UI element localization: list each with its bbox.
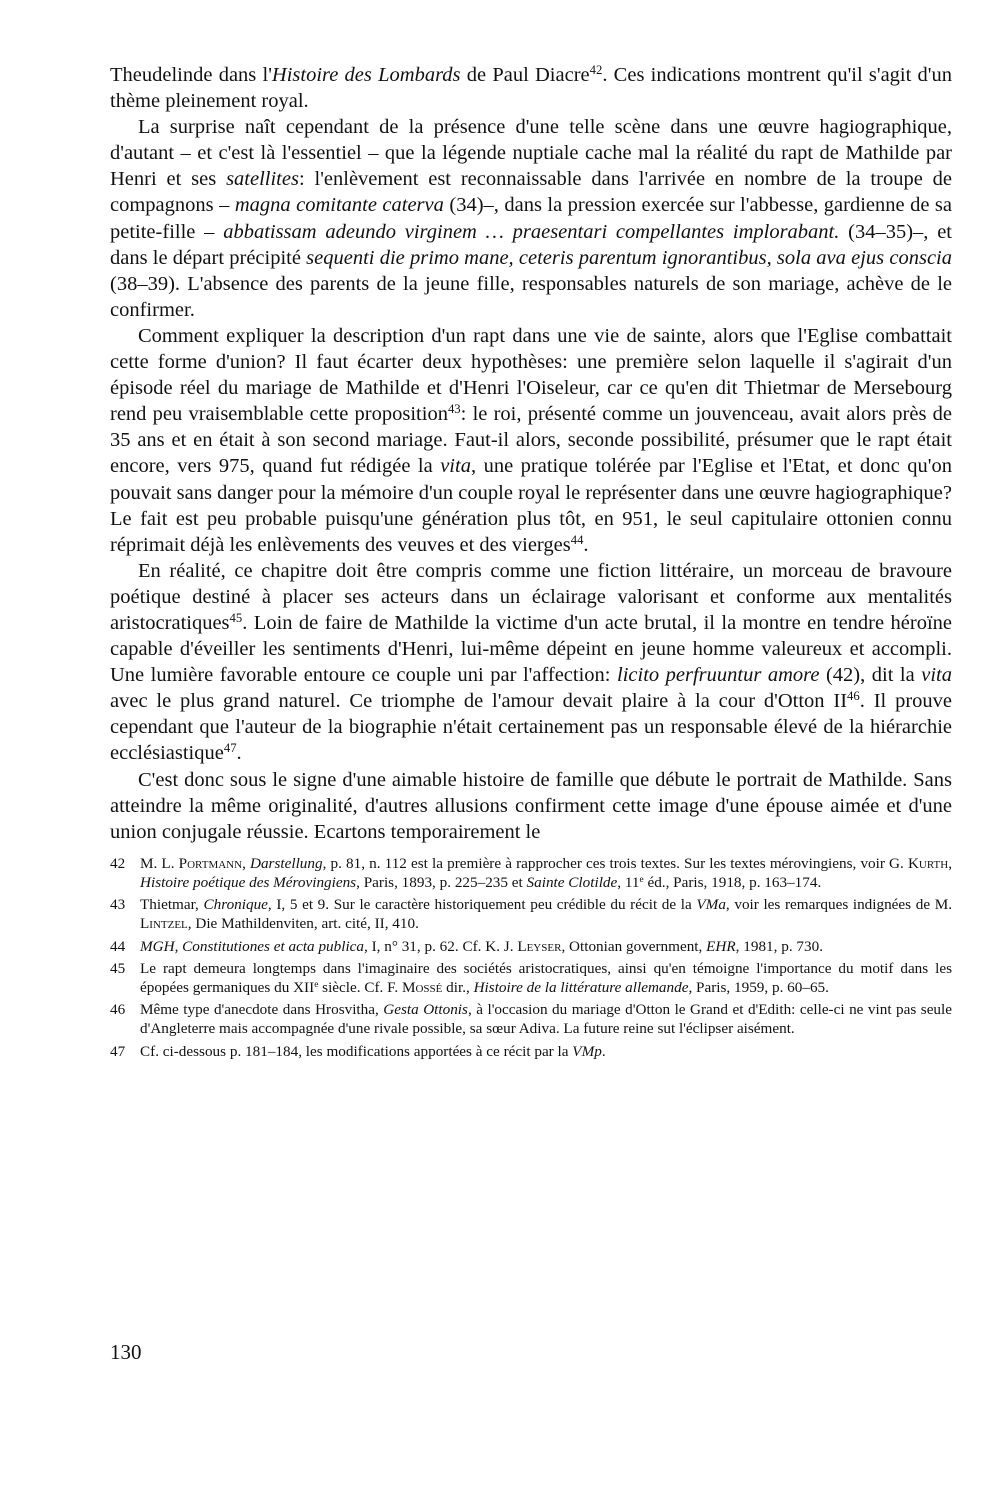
footnote [110,937,952,956]
text-run: avec le plus grand naturel. Ce triomphe de l'amour devait plaire à la cour d'Otton II [110,690,848,713]
italic-text: Histoire des Lombards [271,64,461,86]
author-name: Lintzel [140,915,188,933]
text-run: , Paris, 1893, p. 225–235 et [356,874,527,892]
italic-text: Chronique [203,896,268,914]
italic-text: Histoire de la littérature allemande [473,979,689,997]
footnote-number: 42 [110,854,126,872]
note-reference: e [314,979,319,990]
text-run: (34–35)–, et dans le départ précipité [110,220,953,269]
text-run: , I, 5 et 9. Sur le caractère historiquement peu crédible du récit de la [267,896,697,914]
author-name: Mossé [401,979,443,997]
body-text [110,62,952,845]
text-run: , 1981, p. 730. [735,937,823,955]
footnote [110,959,952,997]
italic-text: Darstellung [250,854,323,872]
italic-text: Histoire poétique des Mérovingiens [140,874,357,892]
text-run: : le roi, présenté comme un jouvenceau, avait alors près de 35 ans et en était à son second mariage. Faut-il alors, seconde possibilité, présumer que le rapt était encore, vers 975, quand fut rédigée la [110,403,952,478]
page [110,62,952,1064]
text-run: . Ces indications montrent qu'il s'agit d'un thème pleinement royal. [110,64,952,113]
author-name: Leyser [517,937,562,955]
text-run: . Il prouve cependant que l'auteur de la biographie n'était certainement pas un responsable élevé de la hiérarchie ecclésiastique [110,690,952,765]
text-run: , [242,854,250,872]
note-reference: 42 [589,63,603,78]
author-name: Kurth [907,854,949,872]
text-run: Thietmar, [140,896,204,914]
text-run: , [948,854,953,872]
note-reference: 47 [223,741,237,756]
text-run: La surprise naît cependant de la présence d'une telle scène dans une œuvre hagiographique, d'autant – et c'est là l'essentiel – que la légende nuptiale cache mal la réalité du rapt de Mathilde par Henri et ses [110,116,952,191]
footnote-number: 44 [110,937,126,955]
text-run: Theudelinde dans l' [110,64,272,86]
text-run: . [601,1042,606,1060]
paragraph [110,62,952,114]
footnote-text [140,854,952,892]
footnote [110,1000,952,1038]
text-run: . [583,533,589,556]
note-reference: 46 [847,689,860,704]
footnote-text [140,1042,952,1061]
text-run: , voir les remarques indignées de M. [725,896,952,914]
footnote-number: 45 [110,959,126,977]
italic-text: VMa [696,896,726,914]
paragraph [110,114,952,323]
text-run: Même type d'anecdote dans Hrosvitha, [140,1001,384,1019]
footnote-number: 47 [110,1042,126,1060]
italic-text: magna comitante caterva [234,194,444,217]
note-reference: 43 [447,402,461,417]
text-run: (42), dit la [819,664,922,687]
italic-text: Gesta Ottonis [383,1001,468,1019]
text-run: Cf. ci-dessous p. 181–184, les modifications apportées à ce récit par la [140,1042,573,1060]
text-run: . Loin de faire de Mathilde la victime d'un acte brutal, il la montre en tendre héroïne capable d'éveiller les sentiments d'Henri, lui-même dépeint en jeune homme valeureux et accompli. Une lumière favorable entoure ce couple uni par l'affection: [110,611,952,687]
footnote-text [140,959,952,997]
text-run: siècle. Cf. F. [318,979,402,997]
text-run: , p. 81, n. 112 est la première à rapprocher ces trois textes. Sur les textes mérovingiens, voir G. [322,854,908,872]
paragraph [110,558,952,767]
footnote [110,854,952,892]
footnote-text [140,895,952,933]
author-name: Portmann [178,854,243,872]
italic-text: satellites [226,168,299,191]
text-run: M. L. [140,854,179,872]
italic-text: Sainte Clotilde [526,874,618,892]
text-run: C'est donc sous le signe d'une aimable histoire de famille que débute le portrait de Mathilde. Sans atteindre la même originalité, d'autres allusions confirment cette image d'une épouse aimée et d'une union conjugale réussie. Ecartons temporairement le [110,768,952,843]
text-run: En réalité, ce chapitre doit être compris comme une fiction littéraire, un morceau de bravoure poétique destiné à placer ses acteurs dans un éclairage valorisant et conforme aux mentalités aristocratiques [110,559,952,634]
page-number: 130 [110,1340,142,1364]
text-run: dir., [442,979,474,997]
footnote-number: 43 [110,896,126,914]
italic-text: sequenti die primo mane, ceteris parentum ignorantibus, sola ava ejus conscia [306,246,952,269]
footnote-number: 46 [110,1001,126,1019]
text-run: , une pratique tolérée par l'Eglise et l'Etat, et donc qu'on pouvait sans danger pour la mémoire d'un couple royal le représenter dans une œuvre hagiographique? Le fait est peu probable puisqu'une génération plus tôt, en 951, le seul capitulaire ottonien connu réprimait déjà les enlèvements des veuves et des vierges [110,455,952,556]
italic-text: VMp [572,1042,602,1060]
text-run: . [236,742,242,765]
footnotes [110,854,952,1061]
italic-text: abbatissam adeundo virginem … praesentari compellantes implorabant. [223,220,840,243]
text-run: , Paris, 1959, p. 60–65. [688,979,829,997]
note-reference: e [639,874,644,885]
note-reference: 44 [570,532,584,547]
text-run: : l'enlèvement est reconnaissable dans l'arrivée en nombre de la troupe de compagnons – [110,168,953,217]
footnote-text [140,1000,952,1038]
text-run: éd., Paris, 1918, p. 163–174. [643,874,822,892]
text-run: , Die Mathildenviten, art. cité, II, 410. [187,915,419,933]
footnote [110,895,952,933]
text-run: de Paul Diacre [460,64,590,86]
text-run: , à l'occasion du mariage d'Otton le Grand et d'Edith: celle-ci ne vint pas seule d'Angleterre mais accompagnée d'une rivale possible, sa sœur Adiva. La future reine sut l'éclipser aisément. [140,1001,952,1038]
footnote [110,1042,952,1061]
italic-text: vita [921,664,952,687]
italic-text: MGH, Constitutiones et acta publica [140,937,364,955]
italic-text: EHR [706,937,736,955]
text-run: , 11 [617,874,640,892]
footnote-text [140,937,952,956]
note-reference: 45 [229,610,243,625]
text-run: , I, n° 31, p. 62. Cf. K. J. [364,937,518,955]
italic-text: licito perfruuntur amore [617,664,820,687]
text-run: Comment expliquer la description d'un rapt dans une vie de sainte, alors que l'Eglise combattait cette forme d'union? Il faut écarter deux hypothèses: une première selon laquelle il s'agirait d'un épisode réel du mariage de Mathilde et d'Henri l'Oiseleur, car ce qu'en dit Thietmar de Mersebourg rend peu vraisemblable cette proposition [110,324,952,426]
paragraph [110,323,952,558]
text-run: (34)–, dans la pression exercée sur l'abbesse, gardienne de sa petite-fille – [110,194,952,243]
text-run: (38–39). L'absence des parents de la jeune fille, responsables naturels de son mariage, achève de le confirmer. [110,272,952,321]
text-run: Le rapt demeura longtemps dans l'imaginaire des sociétés aristocratiques, ainsi qu'en témoigne l'importance du motif dans les épopées germaniques du XII [140,959,952,997]
text-run: , Ottonian government, [561,937,707,955]
italic-text: vita [440,455,471,478]
paragraph [110,767,952,845]
